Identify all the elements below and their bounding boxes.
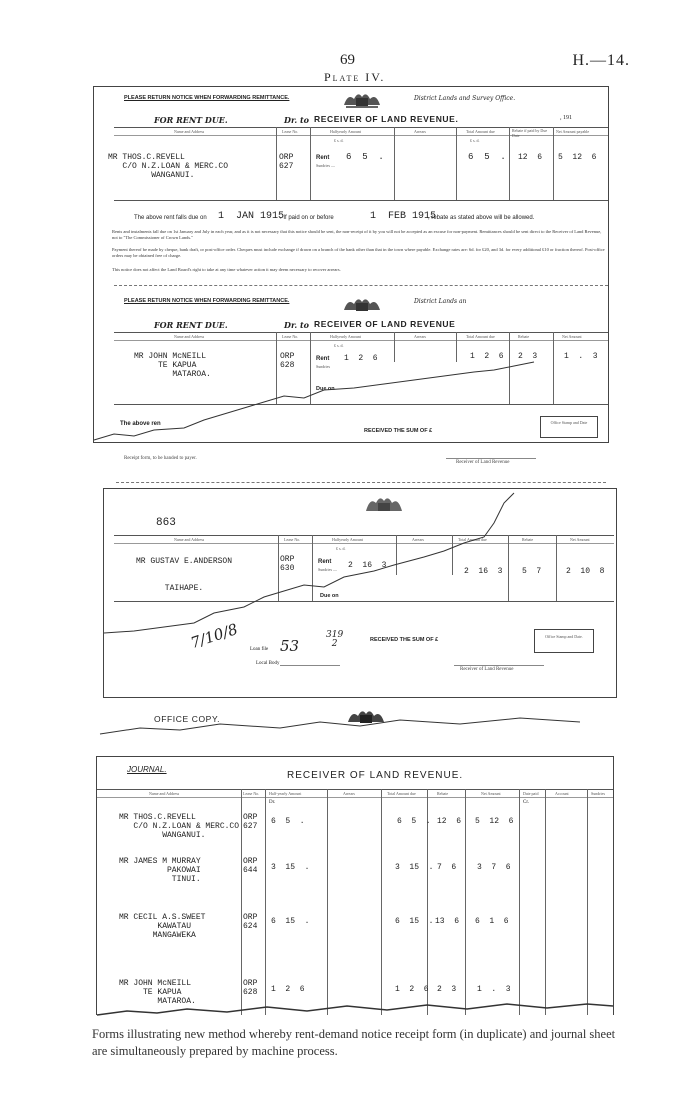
plate-title: Plate IV. <box>324 70 386 84</box>
col-header-rebate: Rebate <box>518 334 530 339</box>
col-header-rebate: Rebate <box>437 791 449 796</box>
conditions-paragraph-1: Rents and instalments fall due on 1st January and July in each year, and as it is not necessary that this notice should be sent, the non-receipt of it by you will not be accepted as an excuse for non-payment. Remittances should be sent direct to the Receiver of Land Revenue, not to "The Commissioner of Crown Lands." <box>112 229 602 240</box>
notice-number: 863 <box>156 517 176 529</box>
lease-number: ORP 628 <box>280 352 295 370</box>
col-header-arrears: Arrears <box>414 129 426 134</box>
halfyearly-amount: 6 5 . <box>346 152 384 162</box>
col-header-halfyearly: Half-yearly Amount <box>269 791 302 796</box>
payer-name-address: MR JOHN McNEILL TE KAPUA MATAROA. <box>134 352 211 379</box>
col-header-arrears: Arrears <box>414 334 426 339</box>
col-header-halfyearly: Halfyearly Amount <box>330 129 361 134</box>
rent-label: Rent <box>318 559 332 565</box>
col-header-name: Name and Address <box>174 537 205 542</box>
col-header-date-paid: Date paid <box>523 791 539 796</box>
sundries-label: Sundries — <box>316 163 335 168</box>
office-copy-label: OFFICE COPY. <box>154 714 221 724</box>
journal-row-name: MR CECIL A.S.SWEET KAWATAU MANGAWEKA <box>119 913 206 940</box>
receiver-title: RECEIVER OF LAND REVENUE <box>314 319 456 329</box>
dr-to: Dr. to <box>284 115 310 125</box>
rent-label: Rent <box>316 356 330 362</box>
col-header-total: Total Amount due <box>458 537 487 542</box>
net-amount: 1 . 3 <box>564 352 598 361</box>
figure-caption: Forms illustrating new method whereby rent-demand notice receipt form (in duplicate) and journal sheet are simultaneously prepared by machine process. <box>92 1027 616 1058</box>
journal-row-lease: ORP 627 <box>243 813 258 831</box>
journal-row-half: 1 2 6 <box>271 985 305 994</box>
journal-row-rebate: 2 3 <box>437 985 457 994</box>
rent-label: Rent <box>316 155 330 161</box>
due-on-label: Due on <box>316 386 335 392</box>
net-amount: 5 12 6 <box>558 153 597 162</box>
stamp-box-label: Office Stamp and Date. <box>545 634 583 639</box>
col-header-lease: Lease No. <box>243 791 260 796</box>
col-header-arrears: Arrears <box>343 791 355 796</box>
falls-due-text: The above rent falls due on <box>134 215 207 221</box>
lease-number: ORP 627 <box>279 153 294 171</box>
return-note: PLEASE RETURN NOTICE WHEN FORWARDING REMITTANCE. <box>124 298 290 304</box>
journal-receiver-title: RECEIVER OF LAND REVENUE. <box>287 770 464 781</box>
col-header-name: Name and Address <box>174 129 205 134</box>
col-header-halfyearly: Halfyearly Amount <box>332 537 363 542</box>
page-number: 69 <box>340 52 355 68</box>
office-name: District Lands and Survey Office. <box>414 95 516 102</box>
conditions-paragraph-3: This notice does not affect the Land Board's right to take at any time whatever action it may deem necessary to recover arrears. <box>112 267 341 272</box>
col-header-net: Net Amount <box>481 791 501 796</box>
received-sum-label: RECEIVED THE SUM OF £ <box>370 637 439 643</box>
due-date: 1 JAN 1915 <box>218 211 285 222</box>
debit-marker: Dr. <box>269 800 276 805</box>
rent-notice-2 <box>93 292 609 443</box>
dr-to: Dr. to <box>284 320 310 330</box>
rent-notice-3-office-copy <box>103 488 617 698</box>
received-sum-label: RECEIVED THE SUM OF £ <box>364 428 433 434</box>
loan-file-label: Loan file <box>250 647 269 652</box>
for-rent-due: FOR RENT DUE. <box>154 115 228 125</box>
col-header-total: Total Amount due <box>466 129 495 134</box>
journal-row-name: MR JAMES M MURRAY PAKOWAI TINUI. <box>119 857 201 884</box>
lsd-heading: £ s. d. <box>334 138 344 143</box>
credit-marker: Cr. <box>523 800 529 805</box>
halfyearly-amount: 1 2 6 <box>344 354 378 363</box>
before-date: 1 FEB 1915 <box>370 211 437 222</box>
if-paid-text: . If paid on or before <box>280 215 334 221</box>
journal-row-lease: ORP 628 <box>243 979 258 997</box>
loan-file-handwritten: 53 <box>280 637 300 655</box>
handwritten-date: 7/10/8 <box>188 619 240 653</box>
rebate-amount: 5 7 <box>522 567 542 576</box>
payer-name-address: MR GUSTAV E.ANDERSON TAIHAPE. <box>136 557 233 593</box>
col-header-lease: Lease No. <box>282 334 299 339</box>
coat-of-arms-icon <box>340 294 384 314</box>
lsd-heading: £ s. d. <box>336 546 346 551</box>
stamp-box-label: Office Stamp and Date <box>550 420 588 425</box>
col-header-net: Net Amount <box>570 537 590 542</box>
col-header-sundries: Sundries <box>591 791 605 796</box>
journal-row-net: 6 1 6 <box>475 917 509 926</box>
journal-row-half: 6 15 . <box>271 917 310 926</box>
rebate-amount: 12 6 <box>518 153 543 162</box>
lsd-heading: £ s. d. <box>470 138 480 143</box>
payer-name-address: MR THOS.C.REVELL C/O N.Z.LOAN & MERC.CO WANGANUI. <box>108 153 229 180</box>
lsd-heading: £ s. d. <box>334 343 344 348</box>
total-due: 2 16 3 <box>464 567 503 576</box>
journal-row-rebate: 12 6 <box>437 817 462 826</box>
rebate-amount: 2 3 <box>518 352 538 361</box>
journal-row-half: 3 15 . <box>271 863 310 872</box>
date-suffix: , 191 <box>560 115 572 121</box>
col-header-lease: Lease No. <box>284 537 301 542</box>
receipt-note: Receipt form, to be handed to payer. <box>124 456 197 461</box>
journal-row-total: 3 15 . <box>395 863 434 872</box>
office-copy-slip <box>130 706 600 736</box>
journal-row-half: 6 5 . <box>271 817 305 826</box>
journal-row-name: MR THOS.C.REVELL C/O N.Z.LOAN & MERC.CO WANGANUI. <box>119 813 240 840</box>
lease-number: ORP 630 <box>280 555 295 573</box>
page-reference: H.—14. <box>572 52 630 69</box>
journal-row-net: 3 7 6 <box>477 863 511 872</box>
net-amount: 2 10 8 <box>566 567 605 576</box>
col-header-halfyearly: Halfyearly Amount <box>330 334 361 339</box>
col-header-rebate: Rebate if paid by Due Date <box>512 128 548 138</box>
journal-sheet <box>96 756 614 1015</box>
receipt-slip <box>106 442 616 488</box>
journal-row-net: 5 12 6 <box>475 817 514 826</box>
torn-edge <box>94 362 608 442</box>
col-header-name: Name and Address <box>174 334 205 339</box>
col-header-total: Total Amount due <box>466 334 495 339</box>
coat-of-arms-icon <box>340 89 384 109</box>
sundries-label: Sundries — <box>318 567 337 572</box>
return-note: PLEASE RETURN NOTICE WHEN FORWARDING REMITTANCE. <box>124 95 290 101</box>
col-header-arrears: Arrears <box>412 537 424 542</box>
journal-row-rebate: 7 6 <box>437 863 457 872</box>
journal-row-total: 6 5 . <box>397 817 431 826</box>
torn-edge <box>97 1003 613 1017</box>
journal-row-net: 1 . 3 <box>477 985 511 994</box>
receiver-title: RECEIVER OF LAND REVENUE. <box>314 114 459 124</box>
rent-notice-1 <box>93 86 609 294</box>
col-header-name: Name and Address <box>149 791 180 796</box>
col-header-net: Net Amount <box>562 334 582 339</box>
receiver-signature: Receiver of Land Revenue <box>456 460 510 465</box>
col-header-net: Net Amount payable <box>556 129 590 134</box>
due-on-label: Due on <box>320 593 339 599</box>
journal-row-total: 6 15 . <box>395 917 434 926</box>
journal-title: JOURNAL. <box>127 765 167 774</box>
office-name: District Lands an <box>414 298 467 305</box>
total-due: 1 2 6 <box>470 352 504 361</box>
sundries-label: Sundries <box>316 364 330 369</box>
above-fragment: The above ren <box>120 421 161 427</box>
journal-row-rebate: 13 6 <box>435 917 460 926</box>
journal-row-total: 1 2 6 <box>395 985 429 994</box>
col-header-total: Total Amount due <box>387 791 416 796</box>
col-header-rebate: Rebate <box>522 537 534 542</box>
journal-row-lease: ORP 624 <box>243 913 258 931</box>
for-rent-due: FOR RENT DUE. <box>154 320 228 330</box>
journal-row-lease: ORP 644 <box>243 857 258 875</box>
conditions-paragraph-2: Payment thereof be made by cheque, bank draft, or post-office order. Cheques must include exchange if drawn on a branch of the bank other than that in the town where payable. Exchange rates are: 6d. for £20, and 3d. for every additional £10 or fraction thereof. Post-office orders may be obtained free of charge. <box>112 247 605 258</box>
total-due: 6 5 . <box>468 152 506 162</box>
journal-row-name: MR JOHN McNEILL TE KAPUA MATAROA. <box>119 979 196 1006</box>
col-header-lease: Lease No. <box>282 129 299 134</box>
torn-edge <box>100 716 600 736</box>
receiver-signature: Receiver of Land Revenue <box>460 667 514 672</box>
rebate-text: , rebate as stated above will be allowed. <box>428 215 535 221</box>
col-header-account: Account <box>555 791 569 796</box>
office-stamp-box <box>534 629 594 653</box>
halfyearly-amount: 2 16 3 <box>348 561 387 570</box>
local-body-label: Local Body <box>256 661 280 666</box>
torn-edge <box>104 493 616 693</box>
fraction-handwritten: 319 2 <box>326 630 344 649</box>
